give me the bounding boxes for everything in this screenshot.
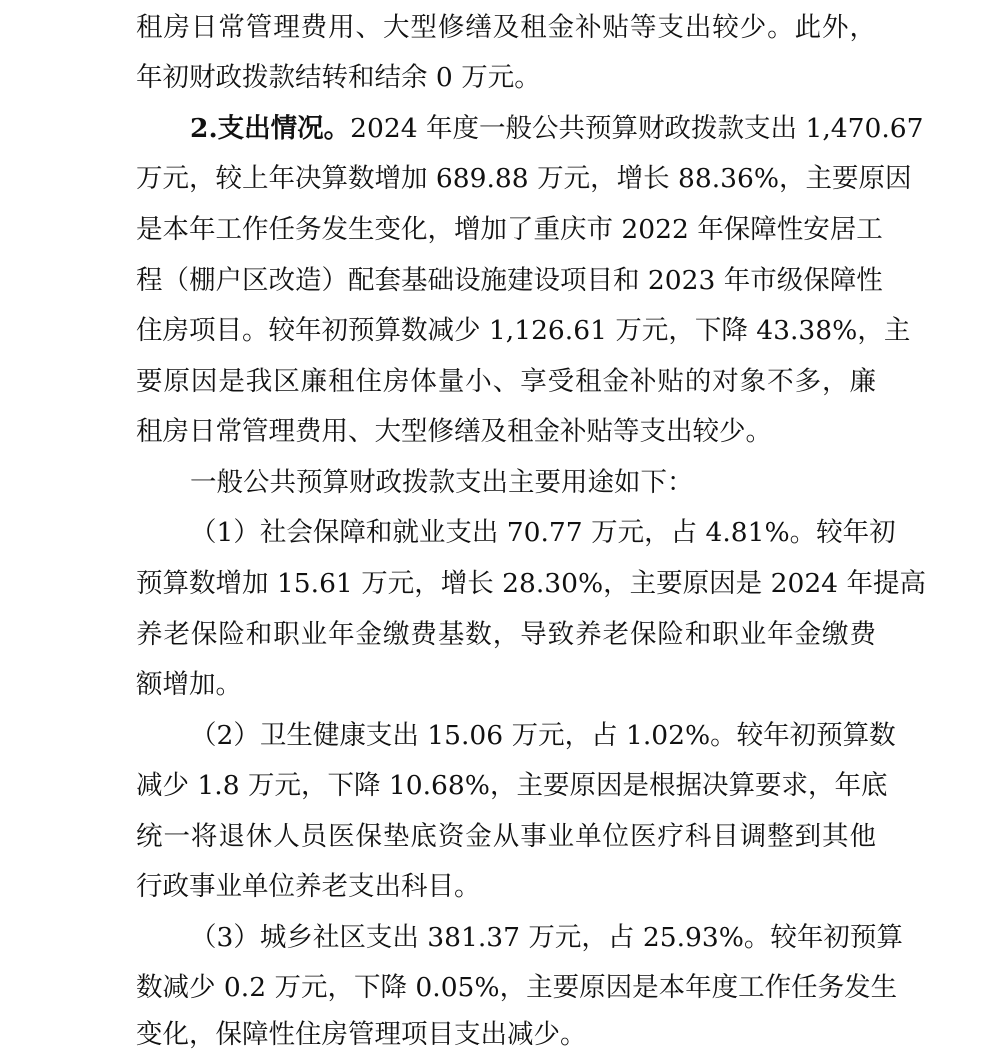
text-span: 2024 年度一般公共预算财政拨款支出 1,470.67 xyxy=(350,113,924,144)
text-line: 额增加。 xyxy=(136,669,242,700)
text-line: 变化，保障性住房管理项目支出减少。 xyxy=(136,1019,587,1050)
text-line: 租房日常管理费用、大型修缮及租金补贴等支出较少。 xyxy=(136,416,772,447)
text-line: 减少 1.8 万元，下降 10.68%，主要原因是根据决算要求，年底 xyxy=(136,770,888,801)
text-line: 是本年工作任务发生变化，增加了重庆市 2022 年保障性安居工 xyxy=(136,214,883,245)
text-line: 住房项目。较年初预算数减少 1,126.61 万元，下降 43.38%，主 xyxy=(136,315,911,346)
paragraph-line xyxy=(190,109,924,149)
text-line: （3）城乡社区支出 381.37 万元，占 25.93%。较年初预算 xyxy=(190,922,903,953)
text-line: 要原因是我区廉租住房体量小、享受租金补贴的对象不多，廉 xyxy=(136,366,876,397)
section-heading: 2.支出情况。 xyxy=(190,113,351,144)
text-line: 万元，较上年决算数增加 689.88 万元，增长 88.36%，主要原因 xyxy=(136,163,912,194)
text-line: 年初财政拨款结转和结余 0 万元。 xyxy=(136,62,541,93)
text-line: 数减少 0.2 万元，下降 0.05%，主要原因是本年度工作任务发生 xyxy=(136,972,898,1003)
text-line: 一般公共预算财政拨款支出主要用途如下： xyxy=(190,467,694,498)
text-line: （1）社会保障和就业支出 70.77 万元，占 4.81%。较年初 xyxy=(190,517,896,548)
text-line: 统一将退休人员医保垫底资金从事业单位医疗科目调整到其他 xyxy=(136,821,876,852)
text-line: 养老保险和职业年金缴费基数，导致养老保险和职业年金缴费 xyxy=(136,619,876,650)
text-line: 预算数增加 15.61 万元，增长 28.30%，主要原因是 2024 年提高 xyxy=(136,568,926,599)
text-line: （2）卫生健康支出 15.06 万元，占 1.02%。较年初预算数 xyxy=(190,720,896,751)
text-line: 租房日常管理费用、大型修缮及租金补贴等支出较少。此外， xyxy=(136,12,876,43)
text-line: 程（棚户区改造）配套基础设施建设项目和 2023 年市级保障性 xyxy=(136,265,883,296)
text-line: 行政事业单位养老支出科目。 xyxy=(136,871,481,902)
